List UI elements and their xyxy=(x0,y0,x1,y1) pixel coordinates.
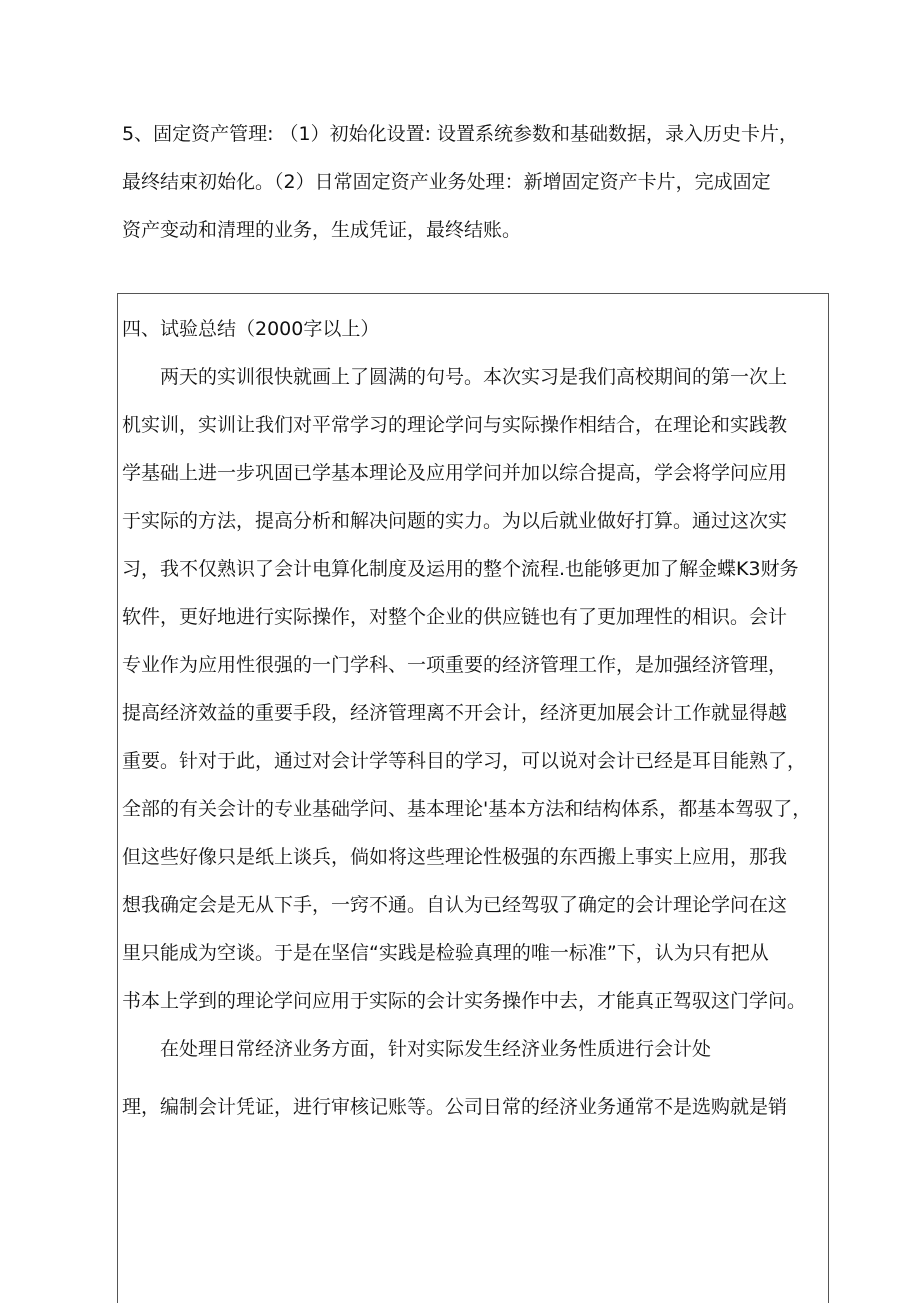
text-line: 机实训，实训让我们对平常学习的理论学问与实际操作相结合，在理论和实践教 xyxy=(122,414,788,436)
text-line: 资产变动和清理的业务，生成凭证，最终结账。 xyxy=(122,219,522,241)
text-line: 理，编制会计凭证，进行审核记账等。公司日常的经济业务通常不是选购就是销 xyxy=(122,1096,788,1118)
text-line: 里只能成为空谈。于是在坚信“实践是检验真理的唯一标准”下，认为只有把从 xyxy=(122,942,769,964)
summary-section xyxy=(117,293,829,1303)
text-line: 习，我不仅熟识了会计电算化制度及运用的整个流程.也能够更加了解金蝶K3财务 xyxy=(122,558,799,580)
text-line: 学基础上进一步巩固已学基本理论及应用学问并加以综合提高，学会将学问应用 xyxy=(122,462,788,484)
text-line: 专业作为应用性很强的一门学科、一项重要的经济管理工作，是加强经济管理， xyxy=(122,654,788,676)
text-line: 想我确定会是无从下手，一窍不通。自认为已经驾驭了确定的会计理论学问在这 xyxy=(122,894,788,916)
text-line: 两天的实训很快就画上了圆满的句号。本次实习是我们高校期间的第一次上 xyxy=(122,366,788,388)
text-line: 书本上学到的理论学问应用于实际的会计实务操作中去，才能真正驾驭这门学问。 xyxy=(122,990,807,1012)
text-line: 在处理日常经济业务方面，针对实际发生经济业务性质进行会计处 xyxy=(122,1038,712,1060)
text-line: 但这些好像只是纸上谈兵，倘如将这些理论性极强的东西搬上事实上应用，那我 xyxy=(122,846,788,868)
text-line: 软件，更好地进行实际操作，对整个企业的供应链也有了更加理性的相识。会计 xyxy=(122,606,788,628)
text-line: 提高经济效益的重要手段，经济管理离不开会计，经济更加展会计工作就显得越 xyxy=(122,702,788,724)
text-line: 最终结束初始化。（2）日常固定资产业务处理：新增固定资产卡片，完成固定 xyxy=(122,171,771,193)
section-heading: 四、试验总结（2000字以上） xyxy=(122,318,380,340)
text-line: 全部的有关会计的专业基础学问、基本理论'基本方法和结构体系，都基本驾驭了， xyxy=(122,798,812,820)
text-line: 重要。针对于此，通过对会计学等科目的学习，可以说对会计已经是耳目能熟了， xyxy=(122,750,807,772)
text-line: 5、固定资产管理: （1）初始化设置: 设置系统参数和基础数据，录入历史卡片， xyxy=(122,123,799,145)
text-line: 于实际的方法，提高分析和解决问题的实力。为以后就业做好打算。通过这次实 xyxy=(122,510,788,532)
